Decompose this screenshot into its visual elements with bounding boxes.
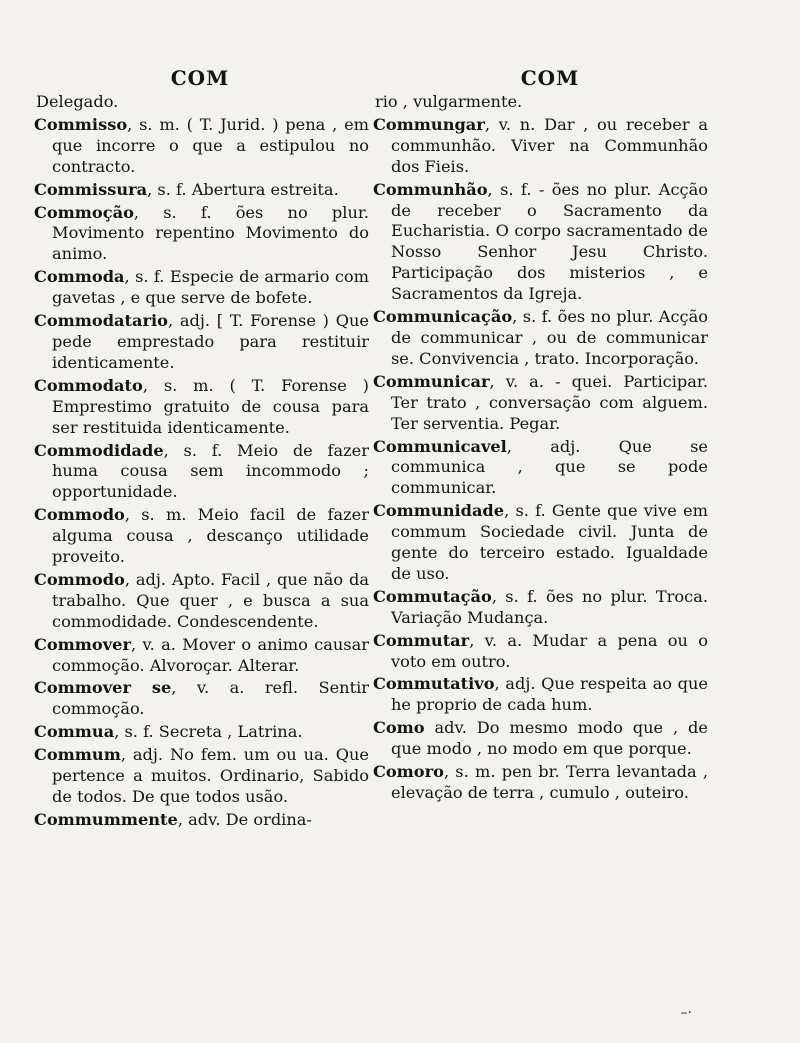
dictionary-entry [373,92,708,113]
entry-definition: , v. n. Dar , ou receber a communhão. Viver na Communhão dos Fieis. [391,114,708,176]
dictionary-entry [373,180,708,305]
entry-definition: , adj. [ T. Forense ) Que pede emprestado para restituir identicamente. [52,311,369,372]
entry-headword: Commodatario [34,311,168,331]
entry-definition: , v. a. refl. Sentir commoção. [52,678,369,719]
entry-definition: , s. m. pen br. Terra levantada , elevação de terra , cumulo , outeiro. [391,762,708,802]
entry-headword: Commodato [34,375,143,395]
entry-definition: Delegado. [36,92,119,111]
entry-definition: , s. m. ( T. Jurid. ) pena , em que incorre o que a estipulou no contracto. [52,114,369,176]
page-corner-mark-icon: –· [680,1005,692,1021]
entry-definition: , s. m. ( T. Forense ) Emprestimo gratuito de cousa para ser restituida identicamente. [52,375,369,437]
dictionary-entry [34,635,369,677]
right-column [373,92,708,806]
entry-headword: Commoção [34,202,134,222]
entry-definition: , s. f. ões no plur. Troca. Variação Mudança. [391,586,708,627]
entry-definition: , adj. Que respeita ao que he proprio de cada hum. [391,674,708,715]
entry-definition: , v. a. - quei. Participar. Ter trato , conversação com alguem. Ter serventia. Pegar. [391,371,708,433]
entry-definition: adv. Do mesmo modo que , de que modo , no modo em que porque. [391,718,708,759]
dictionary-entry [373,501,708,585]
dictionary-entry [34,311,369,374]
entry-definition: rio , vulgarmente. [375,92,523,111]
entry-headword: Commutar [373,630,470,650]
dictionary-entry [373,437,708,500]
entry-definition: , s. m. Meio facil de fazer alguma cousa , descanço utilidade proveito. [52,505,369,567]
entry-headword: Commutativo [373,674,495,694]
entry-headword: Commua [34,722,115,742]
dictionary-entry [373,718,708,760]
entry-headword: Commummente [34,809,178,829]
entry-headword: Commissura [34,179,148,199]
entry-definition: , adj. No fem. um ou ua. Que pertence a muitos. Ordinario, Sabido de todos. De que todos usão. [52,745,369,806]
entry-headword: Communhão [373,179,488,199]
dictionary-entry [34,678,369,720]
dictionary-entry [373,372,708,435]
entry-definition: , s. f. ões no plur. Acção de communicar , ou de communicar se. Convivencia , trato. Incorporação. [391,307,708,368]
running-header-right: COM [520,66,580,90]
entry-definition: , s. f. - ões no plur. Acção de receber o Sacramento da Eucharistia. O corpo sacramentado de Nosso Senhor Jesu Christo. Participação dos misterios , e Sacramentos da Igreja. [391,179,708,304]
entry-headword: Comoro [373,762,444,782]
entry-definition: , s. f. Meio de fazer huma cousa sem incommodo ; opportunidade. [52,440,369,502]
entry-definition: , s. f. Secreta , Latrina. [114,722,303,742]
entry-headword: Commover se [34,678,172,698]
dictionary-entry [34,745,369,808]
dictionary-entry [34,570,369,633]
dictionary-entry [34,376,369,439]
entry-definition: , adj. Que se communica , que se pode communicar. [391,436,708,498]
entry-definition: , s. f. Especie de armario com gavetas , e que serve de bofete. [52,267,369,308]
entry-headword: Commutação [373,586,492,606]
dictionary-entry [34,810,369,831]
dictionary-entry [373,587,708,629]
dictionary-entry [34,180,369,201]
entry-definition: , v. a. Mover o animo causar commoção. Alvoroçar. Alterar. [52,634,369,675]
dictionary-entry [34,267,369,309]
entry-definition: , adj. Apto. Facil , que não da trabalho. Que quer , e busca a sua commodidade. Condescendente. [52,569,369,631]
entry-headword: Communidade [373,501,505,521]
entry-definition: , s. f. Gente que vive em commum Sociedade civil. Junta de gente do terceiro estado. Igualdade de uso. [391,501,708,583]
dictionary-entry [34,92,369,113]
dictionary-entry [34,441,369,504]
dictionary-entry [34,505,369,568]
entry-headword: Como [373,718,425,738]
entry-headword: Commum [34,745,121,765]
entry-headword: Communicar [373,371,490,391]
entry-definition: , s. f. ões no plur. Movimento repentino Movimento do animo. [52,202,369,264]
entry-headword: Commodo [34,569,125,589]
entry-headword: Communicação [373,307,513,327]
entry-headword: Commover [34,634,131,654]
entry-headword: Commungar [373,114,485,134]
entry-headword: Commodidade [34,440,164,460]
left-column [34,92,369,833]
dictionary-entry [34,115,369,178]
entry-headword: Commodo [34,505,125,525]
dictionary-entry [373,115,708,178]
dictionary-entry [34,203,369,266]
dictionary-entry [373,307,708,370]
entry-definition: , v. a. Mudar a pena ou o voto em outro. [391,630,708,671]
dictionary-entry [34,722,369,743]
entry-headword: Commisso [34,114,128,134]
dictionary-entry [373,631,708,673]
entry-headword: Communicavel [373,436,507,456]
entry-definition: , s. f. Abertura estreita. [147,179,339,199]
dictionary-entry [373,674,708,716]
running-header-left: COM [170,66,230,90]
dictionary-entry [373,762,708,804]
entry-definition: , adv. De ordina- [177,809,312,829]
entry-headword: Commoda [34,267,125,287]
